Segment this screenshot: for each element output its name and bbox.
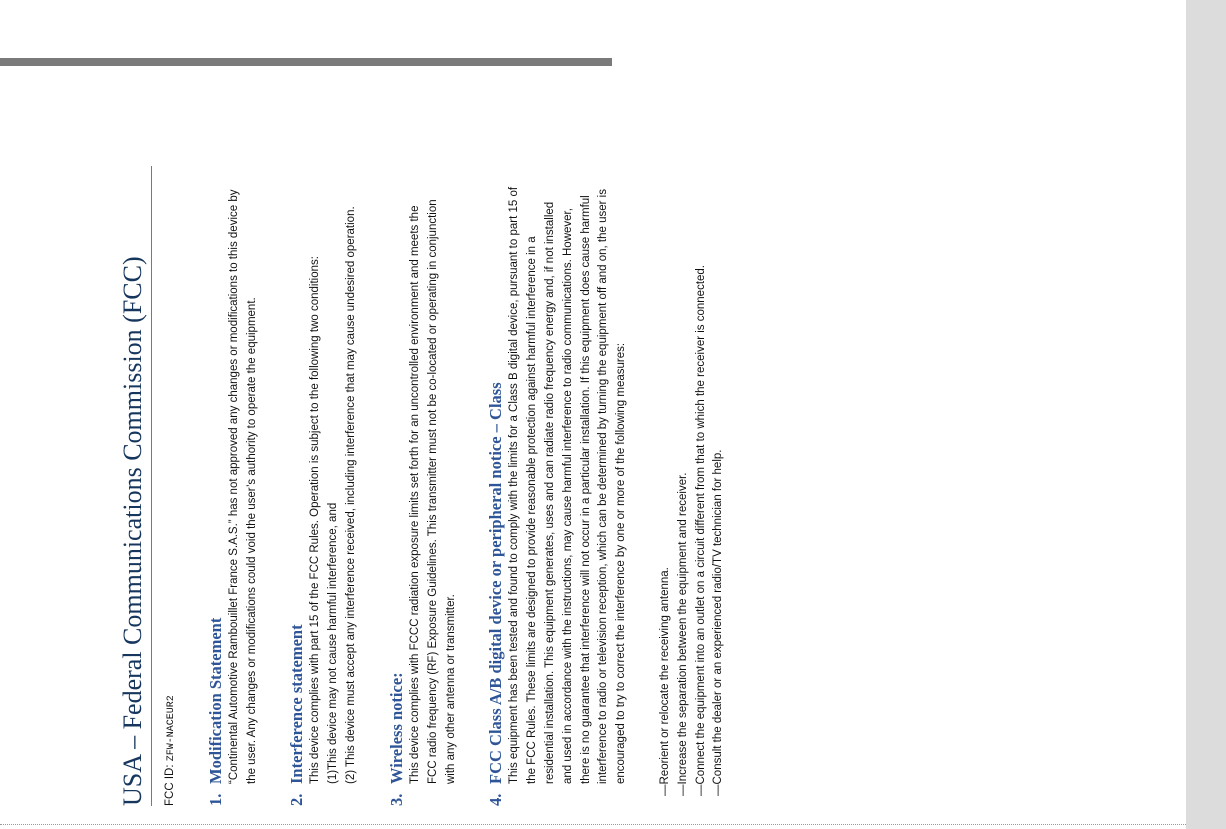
measure-item: —Consult the dealer or an experienced radio/TV technician for help. — [712, 449, 725, 796]
section-heading — [206, 106, 226, 806]
measure-item: —Connect the equipment into an outlet on a circuit different from that to which the receiver is connected. — [694, 265, 707, 796]
section-paragraph: “Continental Automotive Rambouillet France S.A.S.” has not approved any changes or modifications to this device by the user. Any changes or modifications could void the user’s authority to operate the equipment. — [227, 189, 258, 784]
fcc-id-value: ZFW-NACEUR2 — [166, 695, 177, 762]
section-paragraph: This device complies with FCCC radiation exposure limits set forth for an uncontrolled environment and meets the FCC radio frequency (RF) Exposure Guidelines. This transmitter must not be co-located or operating in conjunction with any other antenna or transmitter. — [408, 199, 457, 784]
document-title: USA – Federal Communications Commission (FCC) — [118, 166, 152, 806]
section-fcc-class-notice — [486, 106, 631, 806]
page-right-margin — [1186, 0, 1226, 829]
condition-item: (1)This device may not cause harmful interference, and — [327, 502, 340, 784]
measure-item: —Reorient or relocate the receiving antenna. — [659, 567, 671, 796]
section-number: 2. — [287, 793, 307, 806]
section-heading-text: FCC Class A/B digital device or peripheral notice – Class — [486, 382, 506, 784]
section-heading-text: Modification Statement — [205, 617, 225, 784]
section-number: 1. — [205, 793, 225, 806]
top-divider-bar — [0, 58, 612, 66]
section-heading — [486, 106, 506, 806]
section-modification-statement — [206, 106, 262, 806]
section-heading-text: Interference statement — [287, 624, 307, 784]
section-heading — [287, 106, 307, 806]
section-paragraph: This equipment has been tested and found to comply with the limits for a Class B digital device, pursuant to part 15 of the FCC Rules. These limits are designed to provide reasonable protection against harmful interference in a residential installation. This equipment generates, uses and can radiate radio frequency energy and, if not installed and used in accordance with the instructions, may cause harmful interference to radio communications. However, there is no guarantee that interference will not occur in a particular installation. If this equipment does cause harmful interference to radio or television reception, which can be determined by turning the equipment off and on, the user is encouraged to try to correct the interference by one or more of the following measures: — [508, 186, 628, 784]
measure-item: —Increase the separation between the equipment and receiver. — [676, 472, 689, 796]
rotated-document-content — [118, 106, 1018, 806]
condition-item: (2) This device must accept any interference received, including interference that may cause undesired operation. — [345, 206, 358, 784]
page-bottom-rule — [0, 824, 1186, 825]
measures-list — [657, 186, 728, 796]
section-heading — [387, 106, 407, 806]
section-wireless-notice — [387, 106, 460, 806]
section-heading-text: Wireless notice: — [386, 672, 406, 784]
section-interference-statement — [287, 106, 360, 806]
section-paragraph: This device complies with part 15 of the FCC Rules. Operation is subject to the following two conditions: — [309, 256, 322, 784]
fcc-id-label: FCC ID: — [164, 764, 176, 806]
section-number: 3. — [386, 793, 406, 806]
fcc-id-line — [162, 106, 180, 806]
section-number: 4. — [486, 793, 506, 806]
